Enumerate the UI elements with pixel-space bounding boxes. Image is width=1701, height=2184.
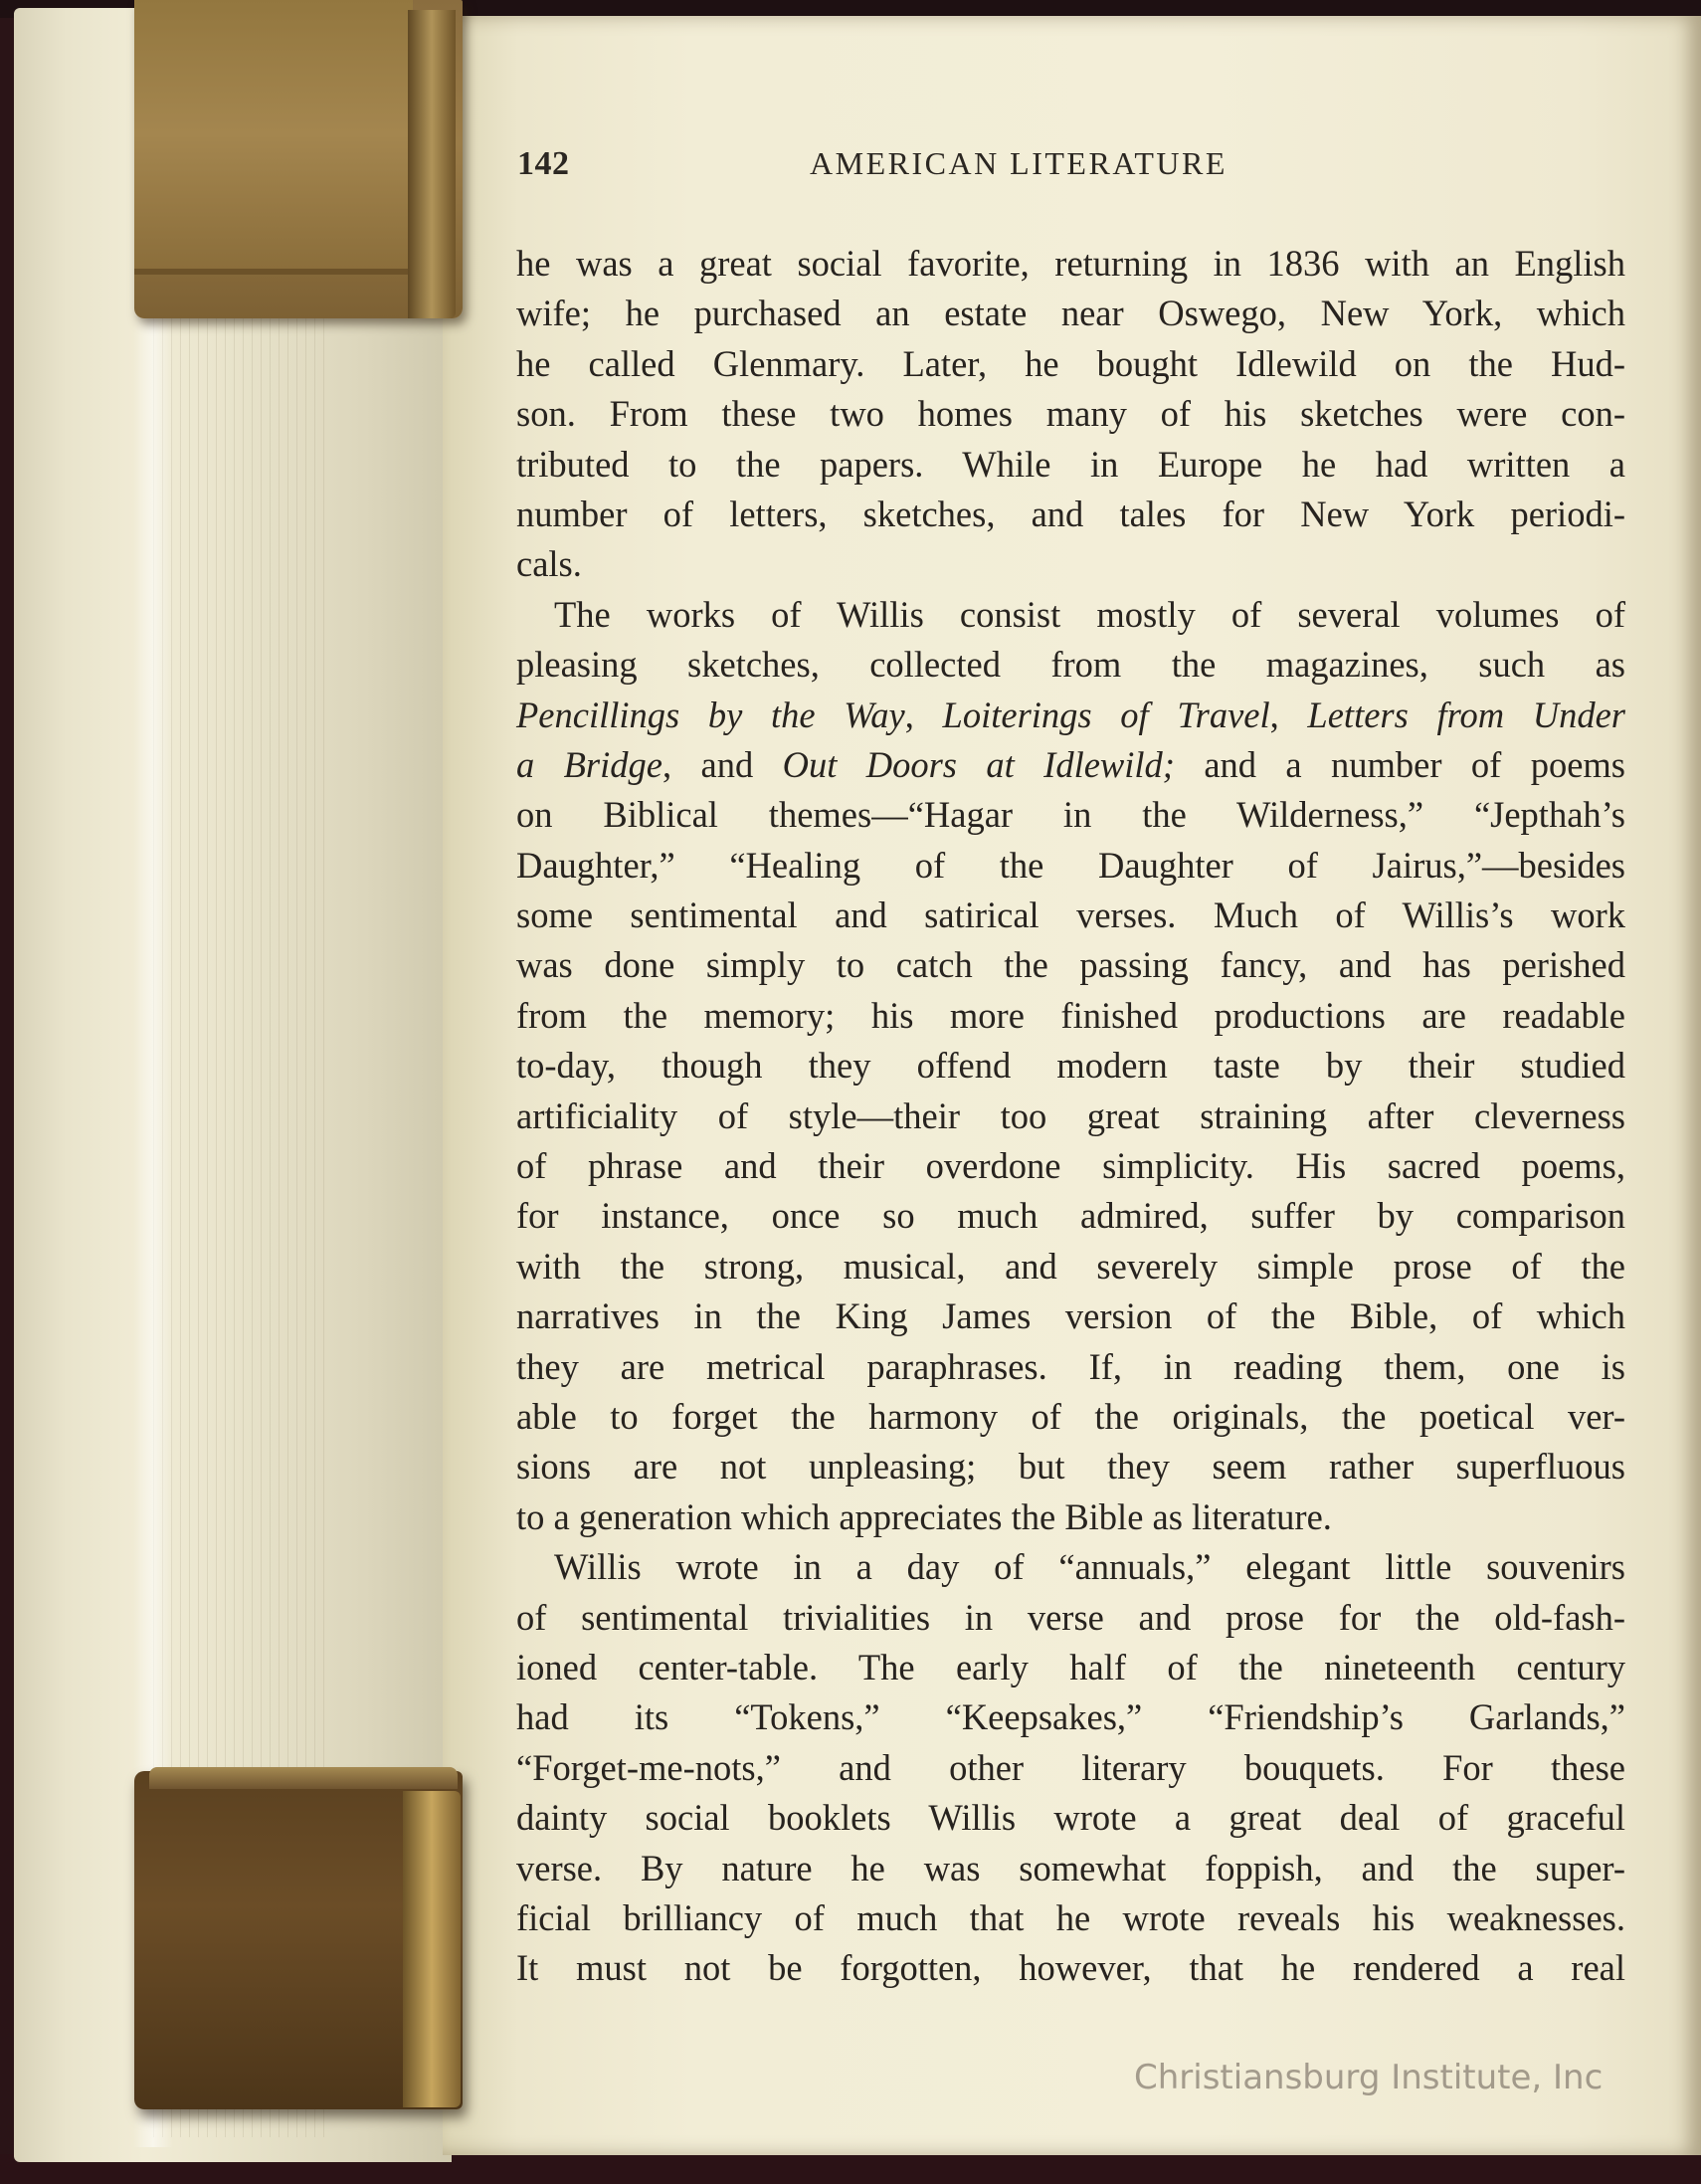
text-line: cals. <box>516 543 582 585</box>
text-line: tributed to the papers. While in Europe he had written a <box>516 443 1625 485</box>
page-header <box>517 145 1631 189</box>
text-line: of sentimental trivialities in verse and prose for the old-fash- <box>516 1596 1625 1638</box>
text-line: artificiality of style—their too great straining after cleverness <box>516 1094 1625 1136</box>
text-line: on Biblical themes—“Hagar in the Wilderness,” “Jepthah’s <box>516 794 1625 836</box>
text-line: some sentimental and satirical verses. Much of Willis’s work <box>516 894 1625 936</box>
text-line: they are metrical paraphrases. If, in reading them, one is <box>516 1345 1625 1387</box>
text-line: he was a great social favorite, returning in 1836 with an English <box>516 243 1625 284</box>
text-line: It must not be forgotten, however, that he rendered a real <box>516 1947 1625 1989</box>
text-line: able to forget the harmony of the originals, the poetical ver- <box>516 1395 1625 1437</box>
text-line: to-day, though they offend modern taste by their studied <box>516 1045 1625 1087</box>
text-line: had its “Tokens,” “Keepsakes,” “Friendship’s Garlands,” <box>516 1696 1625 1738</box>
text-line: ficial brilliancy of much that he wrote reveals his weaknesses. <box>516 1896 1625 1938</box>
text-line: number of letters, sketches, and tales for New York periodi- <box>516 493 1625 534</box>
text-line: Willis wrote in a day of “annuals,” elegant little souvenirs <box>554 1546 1625 1588</box>
text-line: narratives in the King James version of the Bible, of which <box>516 1295 1625 1337</box>
running-head: AMERICAN LITERATURE <box>810 145 1228 181</box>
text-line: to a generation which appreciates the Bible as literature. <box>516 1495 1332 1537</box>
text-line: sions are not unpleasing; but they seem rather superfluous <box>516 1446 1625 1488</box>
text-line: he called Glenmary. Later, he bought Idlewild on the Hud- <box>516 342 1625 384</box>
text-line: The works of Willis consist mostly of several volumes of <box>554 593 1625 635</box>
brass-clip-bottom-side <box>403 1791 461 2107</box>
text-line: Daughter,” “Healing of the Daughter of Jairus,”—besides <box>516 844 1625 886</box>
text-line: Pencillings by the Way, Loiterings of Travel, Letters from Under <box>516 694 1625 735</box>
text-line: ioned center-table. The early half of the nineteenth century <box>516 1646 1625 1688</box>
text-line: for instance, once so much admired, suffer by comparison <box>516 1195 1625 1237</box>
text-line: was done simply to catch the passing fancy, and has perished <box>516 944 1625 986</box>
brass-clip-top-side <box>408 10 456 318</box>
text-line: verse. By nature he was somewhat foppish, and the super- <box>516 1847 1625 1888</box>
text-line: a Bridge, and Out Doors at Idlewild; and a number of poems <box>516 743 1625 785</box>
text-line: wife; he purchased an estate near Oswego, New York, which <box>516 293 1625 334</box>
body-text <box>516 239 1625 1994</box>
text-line: from the memory; his more finished productions are readable <box>516 994 1625 1036</box>
brass-clip-top-face <box>134 0 413 275</box>
brass-clip-bottom-top <box>149 1767 458 1789</box>
page-number: 142 <box>517 145 570 182</box>
text-line: with the strong, musical, and severely simple prose of the <box>516 1245 1625 1287</box>
text-line: dainty social booklets Willis wrote a great deal of graceful <box>516 1797 1625 1839</box>
text-line: “Forget-me-nots,” and other literary bouquets. For these <box>516 1746 1625 1788</box>
text-line: pleasing sketches, collected from the magazines, such as <box>516 644 1625 686</box>
watermark: Christiansburg Institute, Inc <box>1134 2058 1604 2097</box>
text-line: son. From these two homes many of his sketches were con- <box>516 393 1625 435</box>
text-line: of phrase and their overdone simplicity. His sacred poems, <box>516 1145 1625 1187</box>
